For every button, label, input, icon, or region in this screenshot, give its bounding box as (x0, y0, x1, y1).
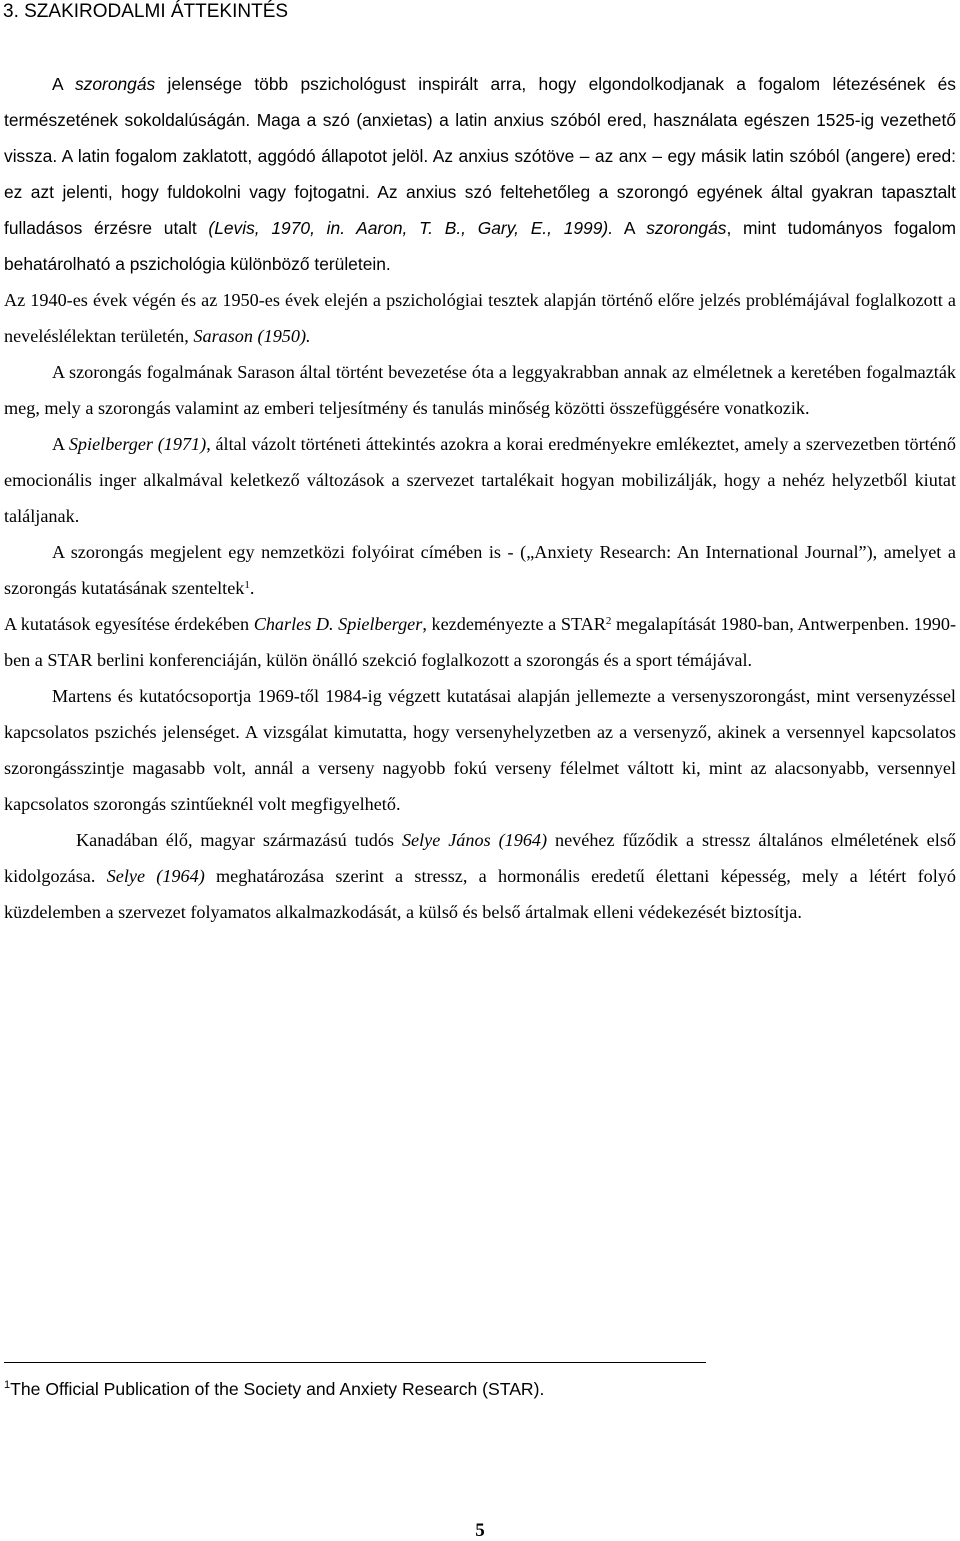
italic-term: szorongás (74, 74, 156, 94)
paragraph-3: A szorongás fogalmának Sarason által történt bevezetése óta a leggyakrabban annak az elméletnek a keretében fogalmazták meg, mely a szorongás valamint az emberi teljesítmény és tanulás minőség közötti összefüggésére vonatkozik. (4, 362, 956, 418)
text-run: Kanadában élő, magyar származású tudós (76, 830, 402, 850)
text-run: A szorongás megjelent egy nemzetközi folyóirat címében is - („Anxiety Research: An International Journal”), amelyet a szorongás kutatásának szenteltek (4, 542, 956, 598)
footnote-text: The Official Publication of the Society and Anxiety Research (STAR). (10, 1379, 545, 1399)
text-run: A (52, 434, 69, 454)
text-run: megalapítását 1980-ban, Antwerpenben. 1990-ben a STAR berlini konferenciáján, külön önálló szekció foglalkozott a szorongás és a sport témájával. (4, 614, 957, 670)
footnote-marker: 1 (244, 579, 250, 591)
footnote (4, 1375, 544, 1403)
citation: Selye János (1964) (401, 830, 548, 850)
text-run: , mint tudományos fogalom behatárolható a pszichológia különböző területein. (4, 218, 957, 274)
paragraph-8 (4, 822, 956, 930)
person-name: Charles D. Spielberger (253, 614, 423, 634)
text-run: meghatározása szerint a stressz, a hormonális eredetű élettani képesség, mely a létért folyó küzdelemben a szervezet folyamatos alkalmazkodását, a külső és belső ártalmak elleni védekezését biztosítja. (4, 866, 956, 922)
citation: (Levis, 1970, in. Aaron, T. B., Gary, E., 1999). (208, 218, 614, 238)
paragraph-5 (4, 534, 956, 606)
text-run: nevéhez fűződik a stressz általános elméletének első kidolgozása. (4, 830, 956, 886)
footnote-marker: 2 (605, 615, 612, 627)
paragraph-4 (4, 426, 956, 534)
italic-term: szorongás (646, 218, 727, 238)
text-run: A (613, 218, 647, 238)
text-run: , kezdeményezte a STAR (422, 614, 606, 634)
citation: Spielberger (1971) (68, 434, 207, 454)
body-text (4, 66, 956, 930)
footnote-number: 1 (4, 1379, 11, 1391)
text-run: , által vázolt történeti áttekintés azokra a korai eredményekre emlékeztet, amely a szervezetben történő emocionális inger alkalmával keletkező változások a szervezet tartalékait hogyan mobilizálják, hogy a nehéz helyzetből kiutat találjanak. (4, 434, 956, 526)
text-run: A kutatások egyesítése érdekében (4, 614, 254, 634)
text-run: A (52, 74, 75, 94)
paragraph-2 (4, 282, 956, 354)
text-run: Az 1940-es évek végén és az 1950-es évek elején a pszichológiai tesztek alapján történő előre jelzés problémájával foglalkozott a neveléslélektan területén, (4, 290, 956, 346)
footnote-separator (4, 1362, 706, 1363)
page-number: 5 (475, 1520, 485, 1541)
text-run: jelensége több pszichológust inspirált arra, hogy elgondolkodjanak a fogalom létezésének és természetének sokoldalúságán. Maga a szó (anxietas) a latin anxius szóból ered, használata egészen 1525-ig vezethető vissza. A latin fogalom zaklatott, aggódó állapotot jelöl. Az anxius szótöve – az anx – egy másik latin szóból (angere) ered: ez azt jelenti, hogy fuldokolni vagy fojtogatni. Az anxius szó feltehetőleg a szorongó egyének által gyakran tapasztalt fulladásos érzésre utalt (4, 74, 956, 238)
citation: Sarason (1950). (193, 326, 311, 346)
citation: Selye (1964) (106, 866, 205, 886)
text-run: . (249, 578, 255, 598)
paragraph-6 (4, 606, 956, 678)
paragraph-7: Martens és kutatócsoportja 1969-től 1984-ig végzett kutatásai alapján jellemezte a versenyszorongást, mint versenyzéssel kapcsolatos pszichés jelenséget. A vizsgálat kimutatta, hogy versenyhelyzetben az a versenyző, akinek a versennyel kapcsolatos szorongásszintje magasabb volt, annál a verseny nagyobb fokú verseny félelmet váltott ki, mint az alacsonyabb, versennyel kapcsolatos szorongás szintűeknél volt megfigyelhető. (4, 686, 956, 814)
section-heading: 3. SZAKIRODALMI ÁTTEKINTÉS (3, 1, 289, 22)
paragraph-1 (4, 66, 956, 282)
